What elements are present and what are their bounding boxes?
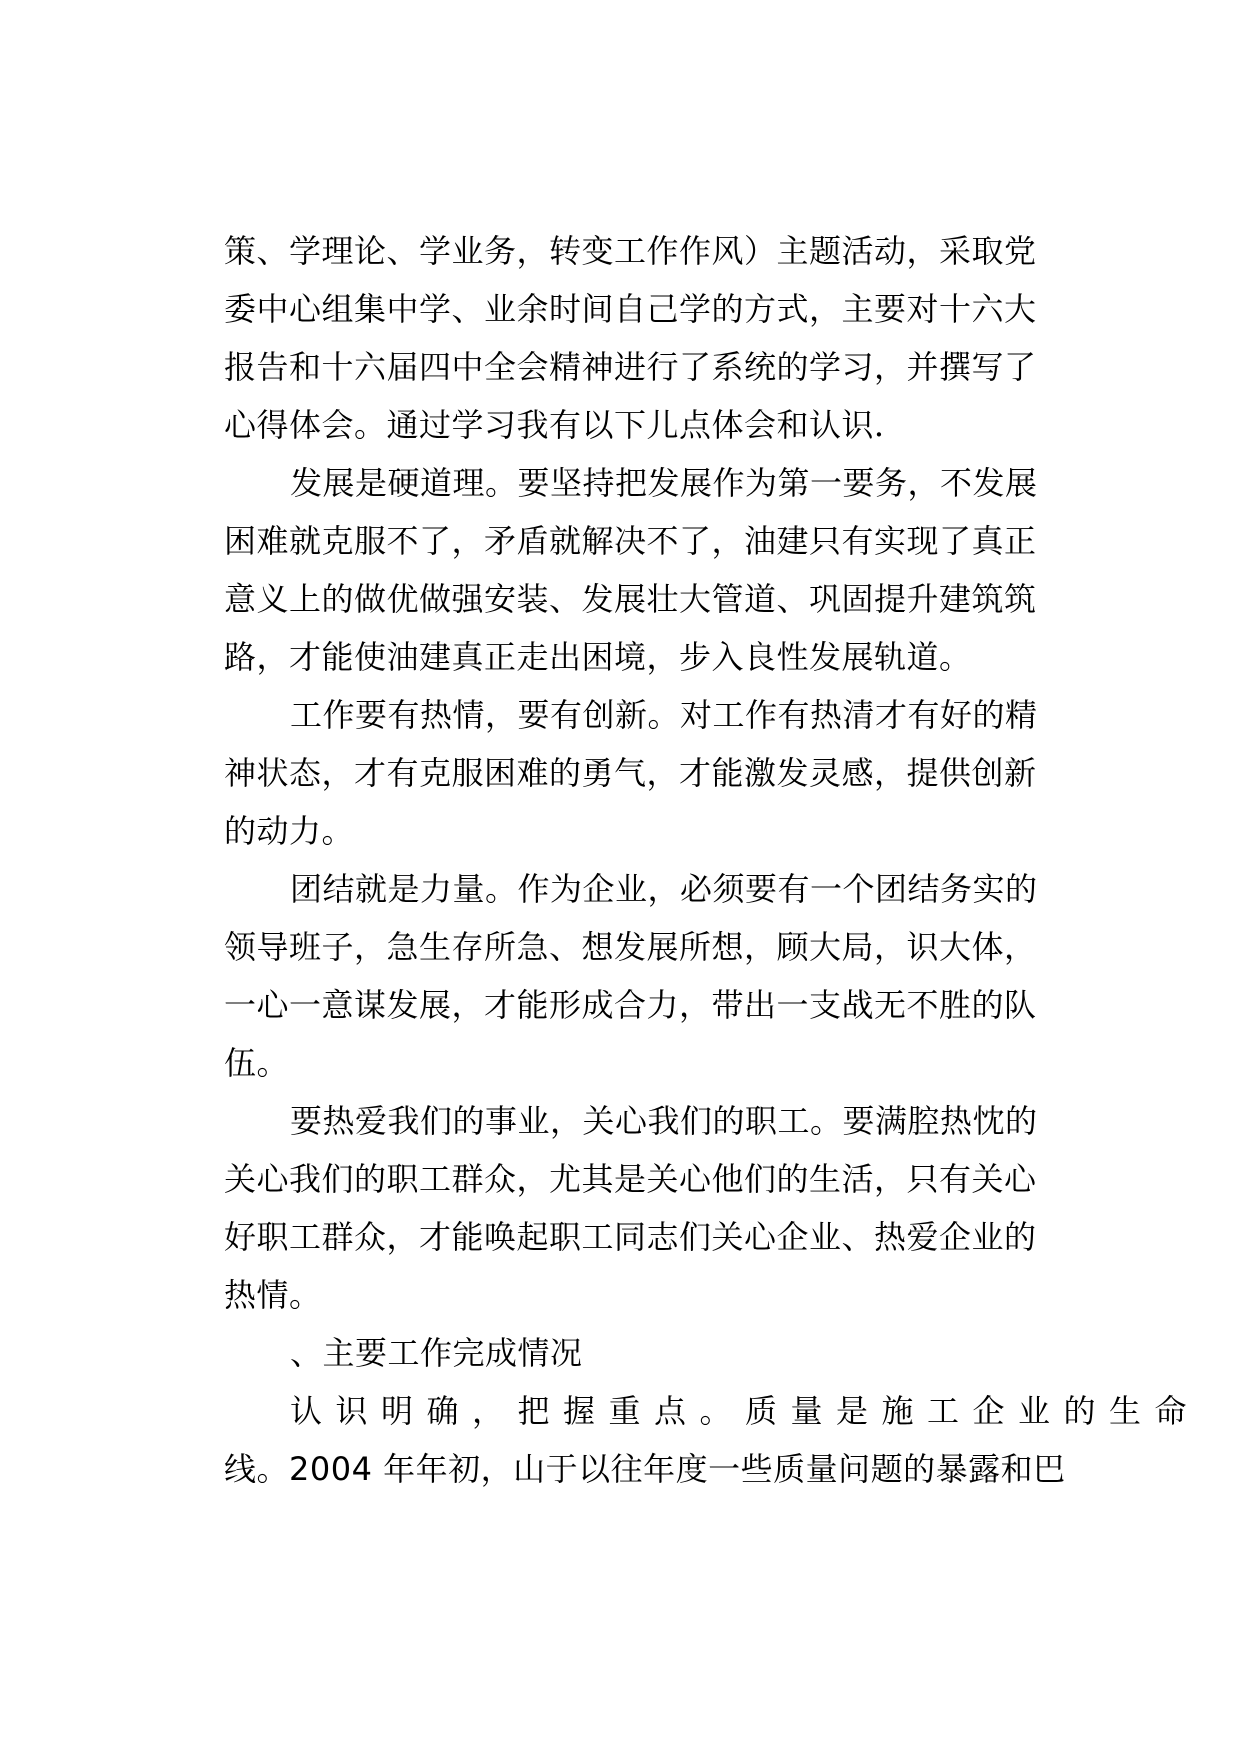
body-text [224, 222, 1201, 1498]
paragraph-enthusiasm [224, 686, 1086, 860]
text-line: 策、学理论、学业务，转变工作作风）主题活动，采取党 [224, 232, 1037, 270]
text-line: 伍。 [224, 1044, 290, 1082]
paragraph-study-summary [224, 222, 1086, 454]
text-line: 的动力。 [224, 812, 355, 850]
paragraph-unity [224, 860, 1086, 1092]
text-line: 关心我们的职工群众，尤其是关心他们的生活，只有关心 [224, 1160, 1037, 1198]
text-line: 神状态，才有克服困难的勇气，才能激发灵感，提供创新 [224, 754, 1037, 792]
text-line: 报告和十六届四中全会精神进行了系统的学习，并撰写了 [224, 348, 1037, 386]
section-heading [224, 1324, 1086, 1382]
text-line: 要热爱我们的事业，关心我们的职工。要满腔热忱的 [290, 1102, 1038, 1140]
text-line: 认识明确，把握重点。质量是施工企业的生命 [290, 1392, 1201, 1430]
text-line: 一心一意谋发展，才能形成合力，带出一支战无不胜的队 [224, 986, 1037, 1024]
text-line: 工作要有热情，要有创新。对工作有热清才有好的精 [290, 696, 1038, 734]
paragraph-care-workers [224, 1092, 1086, 1324]
text-line: 路，才能使油建真正走出困境，步入良性发展轨道。 [224, 638, 972, 676]
text-line: 意义上的做优做强安装、发展壮大管道、巩固提升建筑筑 [224, 580, 1037, 618]
text-line: 心得体会。通过学习我有以下儿点体会和认识． [224, 406, 907, 444]
text-line: 热情。 [224, 1276, 322, 1314]
text-line: 委中心组集中学、业余时间自己学的方式，主要对十六大 [224, 290, 1037, 328]
text-line: 困难就克服不了，矛盾就解决不了，油建只有实现了真正 [224, 522, 1037, 560]
paragraph-development [224, 454, 1086, 686]
text-line: 线。2004 年年初，山于以往年度一些质量问题的暴露和巴 [224, 1450, 1066, 1488]
text-line: 团结就是力量。作为企业，必须要有一个团结务实的 [290, 870, 1038, 908]
text-line: 发展是硬道理。要坚持把发展作为第一要务，不发展 [290, 464, 1038, 502]
text-line: 好职工群众，才能唤起职工同志们关心企业、热爱企业的 [224, 1218, 1037, 1256]
paragraph-quality [224, 1382, 1201, 1498]
text-line: 领导班子，急生存所急、想发展所想，顾大局，识大体， [224, 928, 1037, 966]
section-heading-text: 、主要工作完成情况 [290, 1334, 583, 1372]
